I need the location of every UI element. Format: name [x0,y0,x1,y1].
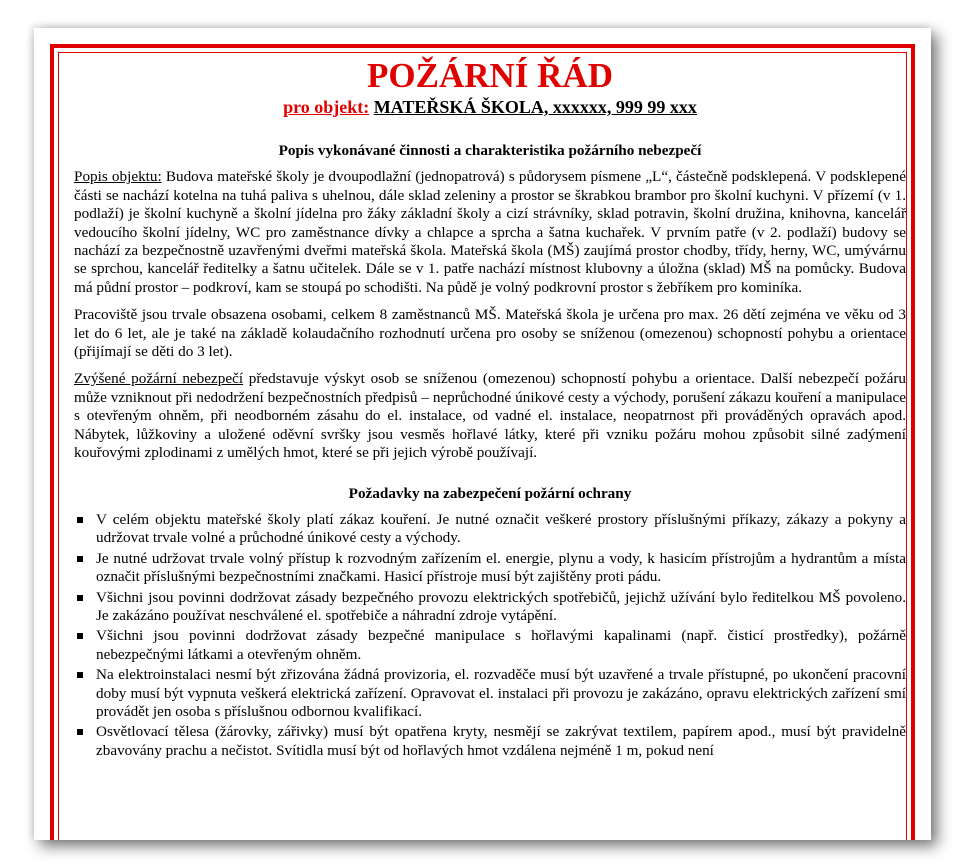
bullet-square-icon [77,595,83,601]
list-item [74,723,906,760]
list-item-text: Je nutné udržovat trvale volný přístup k rozvodným zařízením el. energie, plynu a vody, k hasicím přístrojům a hydrantům a místa označit příslušnými bezpečnostními značkami. Hasicí přístroje musí být zajištěny proti pádu. [96,549,906,586]
bullet-square-icon [77,556,83,562]
paragraph-label-hazard: Zvýšené požární nebezpečí [74,370,244,388]
list-item-text: V celém objektu mateřské školy platí zákaz kouření. Je nutné označit veškeré prostory příslušnými příkazy, zákazy a pokyny a udržovat trvale volné a průchodné únikové cesty a východy. [96,510,906,547]
paragraph-object-description [74,168,906,297]
paragraph-text-hazard: představuje výskyt osob se sníženou (omezenou) schopností pohybu a orientace. Další nebezpečí požáru může vzniknout při nedodržení bezpečnostních předpisů – neprůchodné únikové cesty a východy, porušení zákazu kouření a manipulace s otevřeným ohněm, při neodborném zásahu do el. instalace, od vadné el. instalace, neopatrnost při prováděných opravách apod. Nábytek, lůžkoviny a uložené oděvní svršky jsou vesměs hořlavé látky, které při vzniku požáru mohou způsobit silné zadýmení kouřovými zplodinami z umělých hmot, které se při jejich výrobě používají. [74,370,906,462]
paragraph-label-object: Popis objektu: [74,168,162,186]
list-item-text: Na elektroinstalaci nesmí být zřizována žádná provizoria, el. rozvaděče musí být uzavřené a trvale přístupné, po ukončení pracovní doby musí být vypnuta veškerá elektrická zařízení. Opravovat el. instalaci při provozu je zakázáno, opravu elektrických zařízení smí provádět jen osoba s příslušnou odbornou kvalifikací. [96,666,906,720]
bullet-square-icon [77,729,83,735]
list-item [74,589,906,626]
list-item-text: Všichni jsou povinni dodržovat zásady bezpečného provozu elektrických spotřebičů, jejichž užívání bylo ředitelkou MŠ povoleno. Je zakázáno používat neschválené el. spotřebiče a náhradní zdroje vytápění. [96,588,906,624]
bullet-square-icon [77,672,83,678]
section-heading-requirements: Požadavky na zabezpečení požární ochrany [348,484,632,502]
list-item [74,511,906,548]
document-subtitle [74,96,906,118]
bullet-square-icon [77,633,83,639]
requirements-list [74,511,906,760]
paragraph-text-object: Budova mateřské školy je dvoupodlažní (jednopatrová) s půdorysem písmene „L“, částečně podsklepená. V podsklepené části se nachází kotelna na tuhá paliva s uhelnou, dále sklad zeleniny a prostor se škrabkou brambor pro školní kuchyni. V přízemí (v 1. podlaží) je školní kuchyně a školní jídelna pro žáky základní školy a cizí strávníky, sklad potravin, školní družina, knihovna, kancelář vedoucího školní jídelny, WC pro zaměstnance dívky a chlapce a sprcha a šatna kuchařek. V prvním patře (v 2. podlaží) budovy se nachází za bezpečnostně uzavřenými dveřmi mateřská škola. Mateřská škola (MŠ) zaujímá prostor chodby, třídy, herny, WC, umývárnu se sprchou, kancelář ředitelky a šatnu učitelek. Dále se v 1. patře nachází místnost klubovny a úložna (sklad) MŠ na pomůcky. Budova má půdní prostor – podkroví, kam se stoupá po schodišti. Na půdě je volný podkrovní prostor s žebříkem pro kominíka. [74,168,906,296]
subtitle-label: pro objekt: [283,97,370,117]
list-item-text: Osvětlovací tělesa (žárovky, zářivky) musí být opatřena kryty, nesmějí se zakrývat textilem, papírem apod., musí být pravidelně zbavovány prachu a nečistot. Svítidla musí být od hořlavých hmot vzdálena nejméně 1 m, pokud není [96,723,906,759]
paragraph-occupancy: Pracoviště jsou trvale obsazena osobami, celkem 8 zaměstnanců MŠ. Mateřská škola je určena pro max. 26 dětí zejména ve věku od 3 let do 6 let, ale je také na základě kolaudačního rozhodnutí určena pro osoby se sníženou (omezenou) schopností pohybu a orientace (přijímají se děti do 3 let). [74,306,906,361]
list-item [74,666,906,721]
section-heading-description: Popis vykonávané činnosti a charakteristika požárního nebezpečí [278,142,702,159]
subtitle-value: MATEŘSKÁ ŠKOLA, xxxxxx, 999 99 xxx [373,97,697,117]
list-item-text: Všichni jsou povinni dodržovat zásady bezpečné manipulace s hořlavými kapalinami (např. čisticí prostředky), požárně nebezpečnými látkami a otevřeným ohněm. [96,627,906,663]
list-item [74,627,906,664]
list-item [74,550,906,587]
paragraph-fire-hazard [74,370,906,462]
document-title: POŽÁRNÍ ŘÁD [367,56,613,95]
document-content [74,56,906,762]
document-page [34,28,931,840]
bullet-square-icon [77,517,83,523]
